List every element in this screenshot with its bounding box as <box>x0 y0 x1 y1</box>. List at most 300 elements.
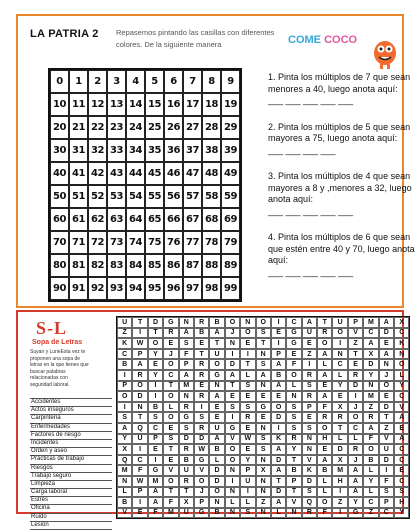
letter-cell[interactable]: F <box>363 434 378 445</box>
letter-cell[interactable]: O <box>363 444 378 455</box>
number-cell[interactable]: 84 <box>126 254 145 277</box>
number-cell[interactable]: 87 <box>183 254 202 277</box>
letter-cell[interactable]: A <box>225 370 240 381</box>
letter-cell[interactable]: P <box>132 349 147 360</box>
letter-cell[interactable]: S <box>240 402 255 413</box>
letter-cell[interactable]: C <box>394 444 409 455</box>
letter-cell[interactable]: N <box>209 497 224 508</box>
number-cell[interactable]: 53 <box>107 185 126 208</box>
letter-cell[interactable]: N <box>302 444 317 455</box>
letter-cell[interactable]: E <box>348 359 363 370</box>
number-cell[interactable]: 43 <box>107 162 126 185</box>
number-cell[interactable]: 88 <box>202 254 221 277</box>
letter-cell[interactable]: O <box>317 338 332 349</box>
letter-cell[interactable]: A <box>271 497 286 508</box>
letter-cell[interactable]: X <box>394 317 409 328</box>
letter-cell[interactable]: T <box>209 338 224 349</box>
letter-cell[interactable]: S <box>286 412 301 423</box>
letter-cell[interactable]: P <box>132 487 147 498</box>
letter-cell[interactable]: P <box>148 434 163 445</box>
letter-cell[interactable]: B <box>209 508 224 519</box>
letter-cell[interactable]: F <box>148 508 163 519</box>
number-cell[interactable]: 8 <box>202 70 221 93</box>
letter-cell[interactable]: F <box>317 402 332 413</box>
number-cell[interactable]: 37 <box>183 139 202 162</box>
letter-cell[interactable]: C <box>286 317 301 328</box>
letter-cell[interactable]: A <box>363 423 378 434</box>
number-cell[interactable]: 50 <box>50 185 69 208</box>
letter-cell[interactable]: R <box>240 412 255 423</box>
number-cell[interactable]: 60 <box>50 208 69 231</box>
letter-cell[interactable]: G <box>179 412 194 423</box>
letter-cell[interactable]: D <box>363 359 378 370</box>
letter-cell[interactable]: J <box>379 370 394 381</box>
letter-cell[interactable]: R <box>179 402 194 413</box>
letter-cell[interactable]: E <box>209 402 224 413</box>
number-cell[interactable]: 52 <box>88 185 107 208</box>
number-cell[interactable]: 65 <box>145 208 164 231</box>
letter-cell[interactable]: I <box>148 455 163 466</box>
number-cell[interactable]: 4 <box>126 70 145 93</box>
number-cell[interactable]: 70 <box>50 231 69 254</box>
letter-cell[interactable]: R <box>302 508 317 519</box>
letter-cell[interactable]: L <box>225 497 240 508</box>
letter-cell[interactable]: G <box>148 465 163 476</box>
letter-cell[interactable]: Y <box>363 370 378 381</box>
letter-cell[interactable]: O <box>163 412 178 423</box>
letter-cell[interactable]: T <box>348 349 363 360</box>
letter-cell[interactable]: L <box>163 402 178 413</box>
letter-cell[interactable]: U <box>209 349 224 360</box>
letter-cell[interactable]: P <box>271 349 286 360</box>
letter-cell[interactable]: I <box>225 349 240 360</box>
number-cell[interactable]: 21 <box>69 116 88 139</box>
letter-cell[interactable]: J <box>348 402 363 413</box>
number-cell[interactable]: 85 <box>145 254 164 277</box>
letter-cell[interactable]: C <box>394 328 409 339</box>
letter-cell[interactable]: E <box>302 338 317 349</box>
number-cell[interactable]: 18 <box>202 93 221 116</box>
letter-cell[interactable]: A <box>209 391 224 402</box>
number-cell[interactable]: 81 <box>69 254 88 277</box>
letter-cell[interactable]: L <box>394 370 409 381</box>
letter-cell[interactable]: T <box>179 487 194 498</box>
letter-cell[interactable]: E <box>271 328 286 339</box>
letter-cell[interactable]: S <box>302 487 317 498</box>
number-cell[interactable]: 28 <box>202 116 221 139</box>
letter-cell[interactable]: E <box>240 444 255 455</box>
answer-blanks[interactable]: ___ ___ ___ ___ ___ <box>268 205 354 216</box>
number-cell[interactable]: 25 <box>145 116 164 139</box>
letter-cell[interactable]: D <box>302 476 317 487</box>
letter-cell[interactable]: N <box>225 487 240 498</box>
letter-cell[interactable]: O <box>240 328 255 339</box>
number-cell[interactable]: 46 <box>164 162 183 185</box>
letter-cell[interactable]: E <box>302 412 317 423</box>
letter-cell[interactable]: O <box>163 359 178 370</box>
letter-cell[interactable]: F <box>286 359 301 370</box>
letter-cell[interactable]: T <box>132 412 147 423</box>
letter-cell[interactable]: N <box>240 317 255 328</box>
letter-cell[interactable]: J <box>348 455 363 466</box>
letter-cell[interactable]: U <box>132 434 147 445</box>
number-cell[interactable]: 38 <box>202 139 221 162</box>
letter-cell[interactable]: F <box>132 465 147 476</box>
number-cell[interactable]: 44 <box>126 162 145 185</box>
letter-cell[interactable]: O <box>379 381 394 392</box>
number-cell[interactable]: 29 <box>221 116 240 139</box>
answer-blanks[interactable]: ___ ___ ___ ___ <box>268 144 336 155</box>
letter-cell[interactable]: E <box>379 338 394 349</box>
letter-cell[interactable]: S <box>240 381 255 392</box>
letter-cell[interactable]: L <box>348 434 363 445</box>
number-cell[interactable]: 34 <box>126 139 145 162</box>
letter-cell[interactable]: B <box>363 455 378 466</box>
letter-cell[interactable]: N <box>256 423 271 434</box>
letter-cell[interactable]: A <box>209 328 224 339</box>
letter-cell[interactable]: S <box>256 444 271 455</box>
letter-cell[interactable]: O <box>271 402 286 413</box>
letter-cell[interactable]: D <box>271 455 286 466</box>
number-cell[interactable]: 17 <box>183 93 202 116</box>
letter-cell[interactable]: R <box>179 476 194 487</box>
letter-cell[interactable]: P <box>379 497 394 508</box>
number-cell[interactable]: 94 <box>126 277 145 300</box>
letter-cell[interactable]: O <box>286 370 301 381</box>
number-cell[interactable]: 62 <box>88 208 107 231</box>
letter-cell[interactable]: C <box>394 391 409 402</box>
letter-cell[interactable]: N <box>179 317 194 328</box>
letter-cell[interactable]: I <box>225 412 240 423</box>
letter-cell[interactable]: V <box>394 402 409 413</box>
letter-cell[interactable]: D <box>209 465 224 476</box>
letter-cell[interactable]: C <box>394 455 409 466</box>
number-cell[interactable]: 6 <box>164 70 183 93</box>
number-cell[interactable]: 96 <box>164 277 183 300</box>
letter-cell[interactable]: S <box>179 338 194 349</box>
letter-cell[interactable]: E <box>394 423 409 434</box>
letter-cell[interactable]: E <box>163 455 178 466</box>
letter-cell[interactable]: S <box>225 402 240 413</box>
letter-cell[interactable]: U <box>117 317 132 328</box>
number-cell[interactable]: 75 <box>145 231 164 254</box>
letter-cell[interactable]: S <box>163 434 178 445</box>
letter-cell[interactable]: Z <box>117 328 132 339</box>
letter-cell[interactable]: N <box>225 465 240 476</box>
letter-cell[interactable]: A <box>132 359 147 370</box>
letter-cell[interactable]: D <box>179 434 194 445</box>
letter-cell[interactable]: P <box>117 381 132 392</box>
letter-cell[interactable]: N <box>256 508 271 519</box>
number-cell[interactable]: 20 <box>50 116 69 139</box>
letter-cell[interactable]: C <box>363 497 378 508</box>
letter-cell[interactable]: I <box>148 381 163 392</box>
letter-cell[interactable]: X <box>332 402 347 413</box>
letter-cell[interactable]: E <box>379 391 394 402</box>
letter-cell[interactable]: I <box>302 359 317 370</box>
letter-cell[interactable]: O <box>394 359 409 370</box>
number-cell[interactable]: 54 <box>126 185 145 208</box>
letter-cell[interactable]: U <box>240 476 255 487</box>
number-cell[interactable]: 23 <box>107 116 126 139</box>
letter-cell[interactable]: S <box>302 381 317 392</box>
letter-cell[interactable]: R <box>194 317 209 328</box>
letter-cell[interactable]: Y <box>394 381 409 392</box>
number-cell[interactable]: 79 <box>221 231 240 254</box>
letter-cell[interactable]: P <box>302 402 317 413</box>
number-cell[interactable]: 2 <box>88 70 107 93</box>
letter-cell[interactable]: S <box>394 487 409 498</box>
letter-cell[interactable]: R <box>348 444 363 455</box>
letter-cell[interactable]: U <box>209 423 224 434</box>
number-cell[interactable]: 95 <box>145 277 164 300</box>
number-cell[interactable]: 10 <box>50 93 69 116</box>
letter-cell[interactable]: E <box>317 381 332 392</box>
letter-cell[interactable]: B <box>286 465 301 476</box>
letter-cell[interactable]: M <box>332 465 347 476</box>
letter-cell[interactable]: Z <box>332 497 347 508</box>
letter-cell[interactable]: I <box>132 497 147 508</box>
letter-cell[interactable]: L <box>317 476 332 487</box>
number-cell[interactable]: 74 <box>126 231 145 254</box>
letter-cell[interactable]: E <box>332 391 347 402</box>
letter-cell[interactable]: R <box>302 391 317 402</box>
letter-cell[interactable]: I <box>271 338 286 349</box>
number-cell[interactable]: 72 <box>88 231 107 254</box>
number-cell[interactable]: 12 <box>88 93 107 116</box>
letter-cell[interactable]: A <box>348 465 363 476</box>
letter-cell[interactable]: A <box>394 412 409 423</box>
letter-cell[interactable]: L <box>209 455 224 466</box>
number-cell[interactable]: 83 <box>107 254 126 277</box>
letter-cell[interactable]: V <box>286 497 301 508</box>
letter-cell[interactable]: K <box>271 434 286 445</box>
letter-cell[interactable]: D <box>379 328 394 339</box>
number-cell[interactable]: 16 <box>164 93 183 116</box>
number-cell[interactable]: 64 <box>126 208 145 231</box>
letter-cell[interactable]: H <box>394 497 409 508</box>
number-cell[interactable]: 33 <box>107 139 126 162</box>
letter-cell[interactable]: E <box>240 391 255 402</box>
letter-cell[interactable]: U <box>302 328 317 339</box>
number-cell[interactable]: 30 <box>50 139 69 162</box>
letter-cell[interactable]: O <box>209 487 224 498</box>
letter-cell[interactable]: C <box>148 423 163 434</box>
letter-cell[interactable]: S <box>286 423 301 434</box>
letter-cell[interactable]: Y <box>332 381 347 392</box>
letter-cell[interactable]: R <box>332 412 347 423</box>
letter-cell[interactable]: A <box>271 381 286 392</box>
letter-cell[interactable]: N <box>256 455 271 466</box>
letter-cell[interactable]: R <box>317 328 332 339</box>
letter-cell[interactable]: O <box>317 497 332 508</box>
letter-cell[interactable]: I <box>348 391 363 402</box>
letter-cell[interactable]: T <box>271 476 286 487</box>
letter-cell[interactable]: Z <box>348 338 363 349</box>
letter-cell[interactable]: B <box>179 455 194 466</box>
number-cell[interactable]: 15 <box>145 93 164 116</box>
letter-cell[interactable]: T <box>256 338 271 349</box>
letter-cell[interactable]: A <box>271 444 286 455</box>
letter-cell[interactable]: L <box>332 434 347 445</box>
letter-cell[interactable]: A <box>363 338 378 349</box>
letter-cell[interactable]: A <box>317 349 332 360</box>
letter-cell[interactable]: A <box>302 317 317 328</box>
letter-cell[interactable]: N <box>179 391 194 402</box>
number-cell[interactable]: 13 <box>107 93 126 116</box>
letter-cell[interactable]: O <box>256 317 271 328</box>
letter-cell[interactable]: M <box>117 465 132 476</box>
letter-cell[interactable]: G <box>209 370 224 381</box>
letter-cell[interactable]: N <box>379 359 394 370</box>
letter-cell[interactable]: O <box>117 391 132 402</box>
letter-cell[interactable]: I <box>225 476 240 487</box>
letter-cell[interactable]: L <box>317 359 332 370</box>
letter-cell[interactable]: L <box>317 487 332 498</box>
letter-cell[interactable]: G <box>194 455 209 466</box>
letter-cell[interactable]: E <box>286 349 301 360</box>
number-cell[interactable]: 31 <box>69 139 88 162</box>
number-cell[interactable]: 92 <box>88 277 107 300</box>
letter-cell[interactable]: P <box>286 476 301 487</box>
letter-cell[interactable]: E <box>194 338 209 349</box>
letter-cell[interactable]: I <box>379 465 394 476</box>
letter-cell[interactable]: T <box>332 423 347 434</box>
letter-cell[interactable]: U <box>379 444 394 455</box>
letter-cell[interactable]: C <box>117 349 132 360</box>
number-cell[interactable]: 80 <box>50 254 69 277</box>
letter-cell[interactable]: O <box>225 317 240 328</box>
letter-cell[interactable]: D <box>194 434 209 445</box>
letter-cell[interactable]: F <box>379 476 394 487</box>
letter-cell[interactable]: N <box>286 391 301 402</box>
letter-cell[interactable]: T <box>225 381 240 392</box>
letter-cell[interactable]: A <box>148 487 163 498</box>
letter-cell[interactable]: C <box>163 370 178 381</box>
letter-cell[interactable]: R <box>317 412 332 423</box>
letter-cell[interactable]: L <box>363 487 378 498</box>
number-cell[interactable]: 51 <box>69 185 88 208</box>
letter-cell[interactable]: G <box>225 423 240 434</box>
number-cell[interactable]: 19 <box>221 93 240 116</box>
letter-cell[interactable]: E <box>256 391 271 402</box>
letter-cell[interactable]: E <box>163 423 178 434</box>
letter-cell[interactable]: F <box>179 349 194 360</box>
number-cell[interactable]: 78 <box>202 231 221 254</box>
letter-cell[interactable]: D <box>271 487 286 498</box>
number-cell[interactable]: 47 <box>183 162 202 185</box>
letter-cell[interactable]: Y <box>286 444 301 455</box>
letter-cell[interactable]: N <box>363 381 378 392</box>
letter-cell[interactable]: D <box>209 476 224 487</box>
letter-cell[interactable]: X <box>256 465 271 476</box>
letter-cell[interactable]: Z <box>363 508 378 519</box>
letter-cell[interactable]: S <box>286 402 301 413</box>
letter-cell[interactable]: B <box>117 497 132 508</box>
letter-cell[interactable]: X <box>117 444 132 455</box>
letter-cell[interactable]: O <box>163 476 178 487</box>
number-cell[interactable]: 48 <box>202 162 221 185</box>
letter-cell[interactable]: S <box>194 412 209 423</box>
letter-cell[interactable]: R <box>363 412 378 423</box>
letter-cell[interactable]: W <box>132 476 147 487</box>
letter-cell[interactable]: I <box>132 328 147 339</box>
letter-cell[interactable]: B <box>148 402 163 413</box>
letter-cell[interactable]: K <box>394 338 409 349</box>
letter-cell[interactable]: A <box>317 391 332 402</box>
letter-cell[interactable]: G <box>286 338 301 349</box>
letter-cell[interactable]: N <box>256 349 271 360</box>
answer-blanks[interactable]: ___ ___ ___ ___ ___ <box>268 266 354 277</box>
number-cell[interactable]: 73 <box>107 231 126 254</box>
letter-cell[interactable]: O <box>194 476 209 487</box>
letter-cell[interactable]: E <box>194 381 209 392</box>
number-cell[interactable]: 36 <box>164 139 183 162</box>
letter-cell[interactable]: G <box>163 317 178 328</box>
letter-cell[interactable]: I <box>117 402 132 413</box>
letter-cell[interactable]: L <box>363 465 378 476</box>
letter-cell[interactable]: C <box>394 476 409 487</box>
letter-cell[interactable]: M <box>163 508 178 519</box>
letter-cell[interactable]: T <box>286 487 301 498</box>
letter-cell[interactable]: R <box>286 434 301 445</box>
letter-cell[interactable]: H <box>332 476 347 487</box>
number-cell[interactable]: 14 <box>126 93 145 116</box>
letter-cell[interactable]: E <box>317 444 332 455</box>
letter-cell[interactable]: P <box>240 465 255 476</box>
letter-cell[interactable]: O <box>132 381 147 392</box>
letter-cell[interactable]: F <box>317 508 332 519</box>
letter-cell[interactable]: I <box>271 317 286 328</box>
letter-cell[interactable]: S <box>117 412 132 423</box>
letter-cell[interactable]: A <box>209 434 224 445</box>
letter-cell[interactable]: A <box>256 370 271 381</box>
number-cell[interactable]: 1 <box>69 70 88 93</box>
number-cell[interactable]: 0 <box>50 70 69 93</box>
letter-cell[interactable]: E <box>240 338 255 349</box>
letter-cell[interactable]: E <box>132 508 147 519</box>
letter-cell[interactable]: E <box>148 444 163 455</box>
letter-cell[interactable]: T <box>163 444 178 455</box>
letter-cell[interactable]: E <box>271 391 286 402</box>
letter-cell[interactable]: S <box>240 508 255 519</box>
letter-cell[interactable]: I <box>132 444 147 455</box>
letter-cell[interactable]: Q <box>117 455 132 466</box>
letter-cell[interactable]: A <box>394 434 409 445</box>
letter-cell[interactable]: V <box>225 434 240 445</box>
letter-cell[interactable]: Y <box>348 497 363 508</box>
letter-cell[interactable]: E <box>240 423 255 434</box>
letter-cell[interactable]: V <box>163 465 178 476</box>
number-cell[interactable]: 42 <box>88 162 107 185</box>
letter-cell[interactable]: L <box>332 370 347 381</box>
letter-cell[interactable]: I <box>240 349 255 360</box>
letter-cell[interactable]: T <box>379 412 394 423</box>
letter-cell[interactable]: U <box>179 465 194 476</box>
letter-cell[interactable]: N <box>332 349 347 360</box>
letter-cell[interactable]: H <box>317 434 332 445</box>
letter-cell[interactable]: T <box>148 328 163 339</box>
letter-cell[interactable]: U <box>179 508 194 519</box>
number-cell[interactable]: 89 <box>221 254 240 277</box>
letter-cell[interactable]: A <box>179 328 194 339</box>
number-cell[interactable]: 56 <box>164 185 183 208</box>
letter-cell[interactable]: D <box>379 402 394 413</box>
number-cell[interactable]: 71 <box>69 231 88 254</box>
number-cell[interactable]: 59 <box>221 185 240 208</box>
letter-cell[interactable]: W <box>194 444 209 455</box>
number-cell[interactable]: 82 <box>88 254 107 277</box>
